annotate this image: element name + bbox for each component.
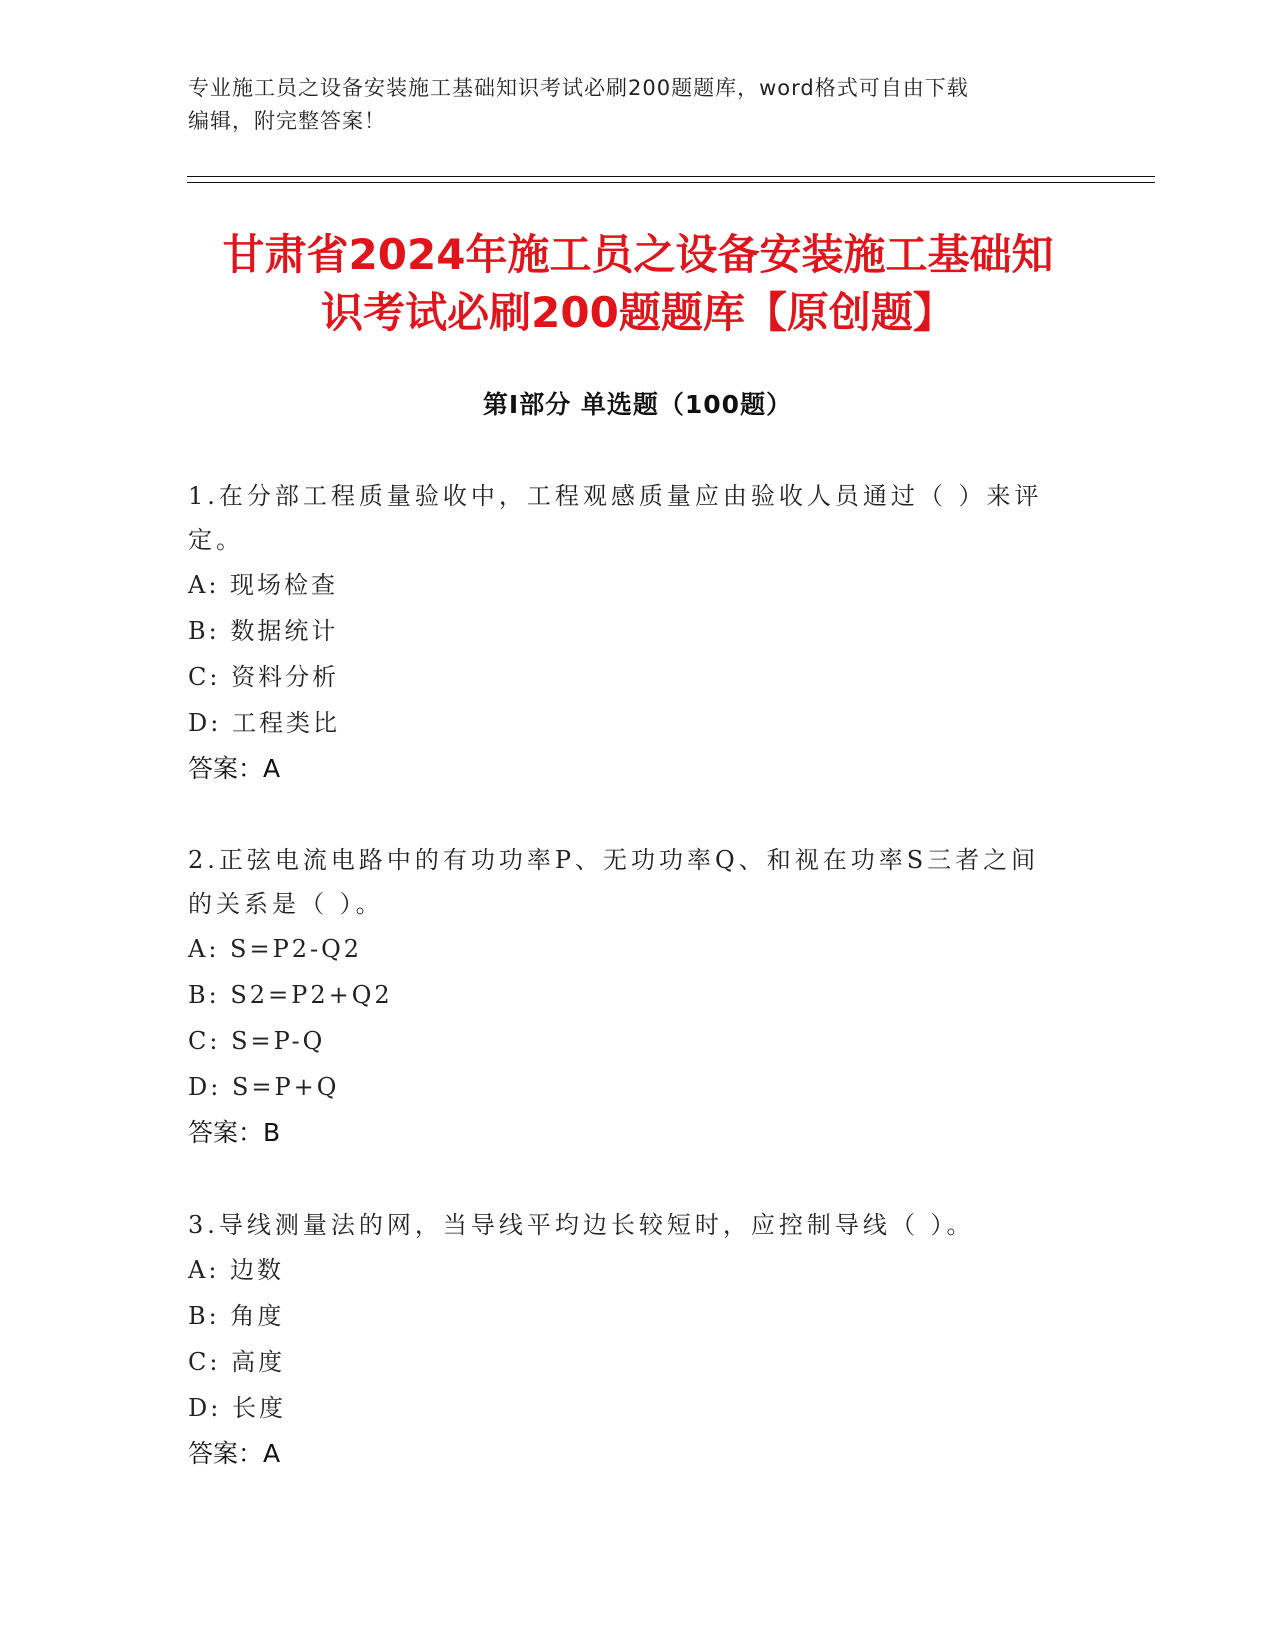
question-stem: 2.正弦电流电路中的有功功率P、无功功率Q、和视在功率S三者之间 的关系是（ ）。 xyxy=(188,846,1040,918)
option-d: D: 长度 xyxy=(188,1394,286,1422)
header-line-2: 编辑，附完整答案！ xyxy=(188,109,386,133)
answer: 答案：A xyxy=(188,754,281,783)
answer: 答案：A xyxy=(188,1439,281,1468)
header-rule-top xyxy=(187,176,1155,177)
title-line-2: 识考试必刷200题题库【原创题】 xyxy=(321,288,955,337)
document-title xyxy=(188,226,1088,342)
question-stem: 1.在分部工程质量验收中，工程观感质量应由验收人员通过（ ）来评 定。 xyxy=(188,482,1043,554)
option-d: D: 工程类比 xyxy=(188,709,340,737)
option-c: C: S=P-Q xyxy=(188,1027,326,1055)
option-b: B: 数据统计 xyxy=(188,617,339,645)
section-heading: 第Ⅰ部分 单选题（100题） xyxy=(482,390,793,419)
header-line-1: 专业施工员之设备安装施工基础知识考试必刷200题题库，word格式可自由下载 xyxy=(188,76,969,100)
header-rule-bottom xyxy=(187,182,1155,183)
answer: 答案：B xyxy=(188,1118,281,1147)
option-a: A: 现场检查 xyxy=(188,571,339,599)
option-c: C: 高度 xyxy=(188,1348,286,1376)
question-3 xyxy=(188,1203,1088,1477)
option-c: C: 资料分析 xyxy=(188,663,340,691)
option-d: D: S=P+Q xyxy=(188,1073,340,1101)
question-2 xyxy=(188,838,1088,1156)
question-stem: 3.导线测量法的网，当导线平均边长较短时，应控制导线（ ）。 xyxy=(188,1211,975,1239)
title-line-1: 甘肃省2024年施工员之设备安装施工基础知 xyxy=(222,230,1054,279)
option-a: A: 边数 xyxy=(188,1256,285,1284)
question-1 xyxy=(188,474,1088,792)
option-b: B: S2=P2+Q2 xyxy=(188,981,393,1009)
option-b: B: 角度 xyxy=(188,1302,285,1330)
document-header xyxy=(188,72,1088,138)
option-a: A: S=P2-Q2 xyxy=(188,935,363,963)
